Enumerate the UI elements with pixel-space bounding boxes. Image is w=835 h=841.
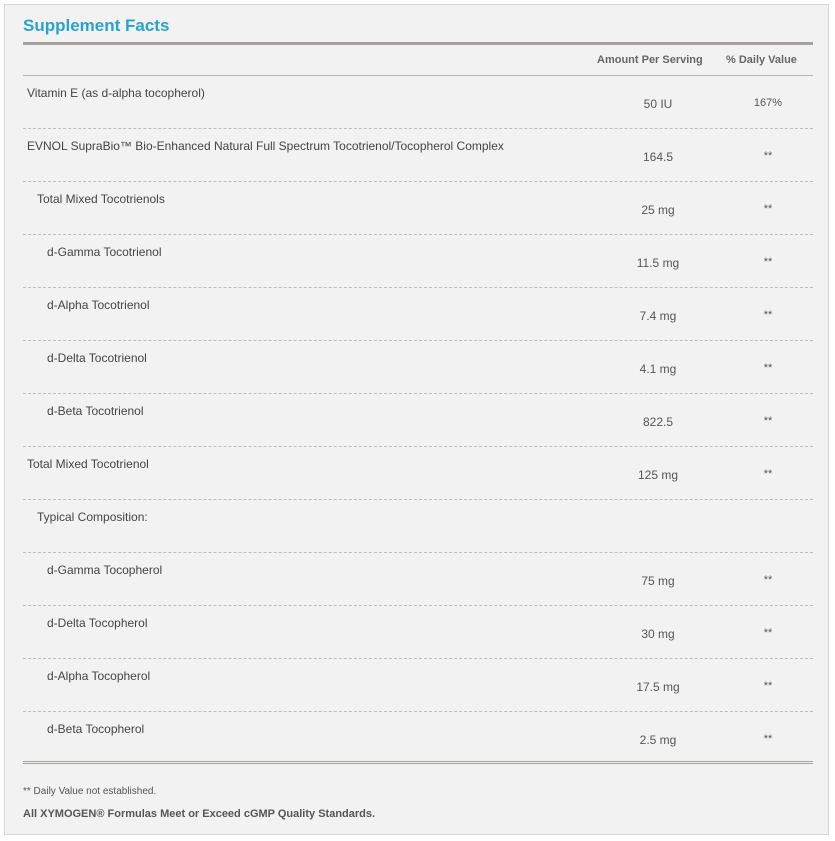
amount-per-serving: 75 mg — [641, 574, 675, 588]
nutrient-name: d-Alpha Tocotrienol — [47, 298, 150, 312]
daily-value: ** — [763, 256, 773, 268]
nutrient-name: d-Alpha Tocopherol — [47, 669, 151, 683]
daily-value: ** — [763, 203, 773, 215]
nutrient-name: d-Beta Tocopherol — [47, 722, 145, 736]
table-row — [23, 288, 813, 341]
nutrient-name: d-Gamma Tocotrienol — [47, 245, 162, 259]
amount-per-serving: 17.5 mg — [636, 680, 680, 694]
daily-value: ** — [763, 150, 773, 162]
daily-value: ** — [763, 415, 773, 427]
daily-value: ** — [763, 362, 773, 374]
daily-value: ** — [763, 309, 773, 321]
nutrient-name: d-Beta Tocotrienol — [47, 404, 144, 418]
daily-value: ** — [763, 574, 773, 586]
daily-value: 167% — [753, 97, 783, 109]
nutrient-name: d-Gamma Tocopherol — [47, 563, 163, 577]
nutrient-name: Typical Composition: — [37, 510, 148, 524]
nutrient-name: d-Delta Tocotrienol — [47, 351, 147, 365]
table-row — [23, 235, 813, 288]
table-bottom-divider — [23, 761, 813, 764]
amount-per-serving: 30 mg — [641, 627, 675, 641]
title-divider — [23, 42, 813, 45]
nutrient-name: d-Delta Tocopherol — [47, 616, 148, 630]
supplement-facts-panel — [4, 4, 829, 835]
nutrient-name: Total Mixed Tocotrienols — [37, 192, 165, 206]
daily-value: ** — [763, 733, 773, 745]
table-row — [23, 500, 813, 553]
nutrient-name: Vitamin E (as d-alpha tocopherol) — [27, 86, 205, 100]
quality-statement: All XYMOGEN® Formulas Meet or Exceed cGMP Quality Standards. — [23, 808, 376, 820]
amount-per-serving: 164.5 — [642, 150, 674, 164]
daily-value: ** — [763, 627, 773, 639]
table-row — [23, 182, 813, 235]
daily-value: ** — [763, 680, 773, 692]
amount-per-serving: 125 mg — [637, 468, 679, 482]
amount-per-serving: 50 IU — [643, 97, 673, 111]
daily-value-column-header: % Daily Value — [726, 54, 797, 66]
daily-value-footnote: ** Daily Value not established. — [23, 786, 157, 797]
table-row — [23, 447, 813, 500]
amount-column-header: Amount Per Serving — [597, 54, 703, 66]
amount-per-serving: 11.5 mg — [636, 256, 680, 270]
table-row — [23, 129, 813, 182]
table-row — [23, 394, 813, 447]
table-row — [23, 553, 813, 606]
table-row — [23, 606, 813, 659]
table-row — [23, 341, 813, 394]
amount-per-serving: 4.1 mg — [639, 362, 677, 376]
amount-per-serving: 822.5 — [642, 415, 674, 429]
page-title: Supplement Facts — [23, 16, 170, 35]
table-row — [23, 712, 813, 765]
amount-per-serving: 25 mg — [641, 203, 675, 217]
nutrient-name: EVNOL SupraBio™ Bio-Enhanced Natural Full Spectrum Tocotrienol/Tocopherol Complex — [27, 139, 504, 153]
amount-per-serving: 2.5 mg — [639, 733, 677, 747]
amount-per-serving: 7.4 mg — [639, 309, 677, 323]
table-row — [23, 76, 813, 129]
daily-value: ** — [763, 468, 773, 480]
nutrient-name: Total Mixed Tocotrienol — [27, 457, 149, 471]
table-row — [23, 659, 813, 712]
